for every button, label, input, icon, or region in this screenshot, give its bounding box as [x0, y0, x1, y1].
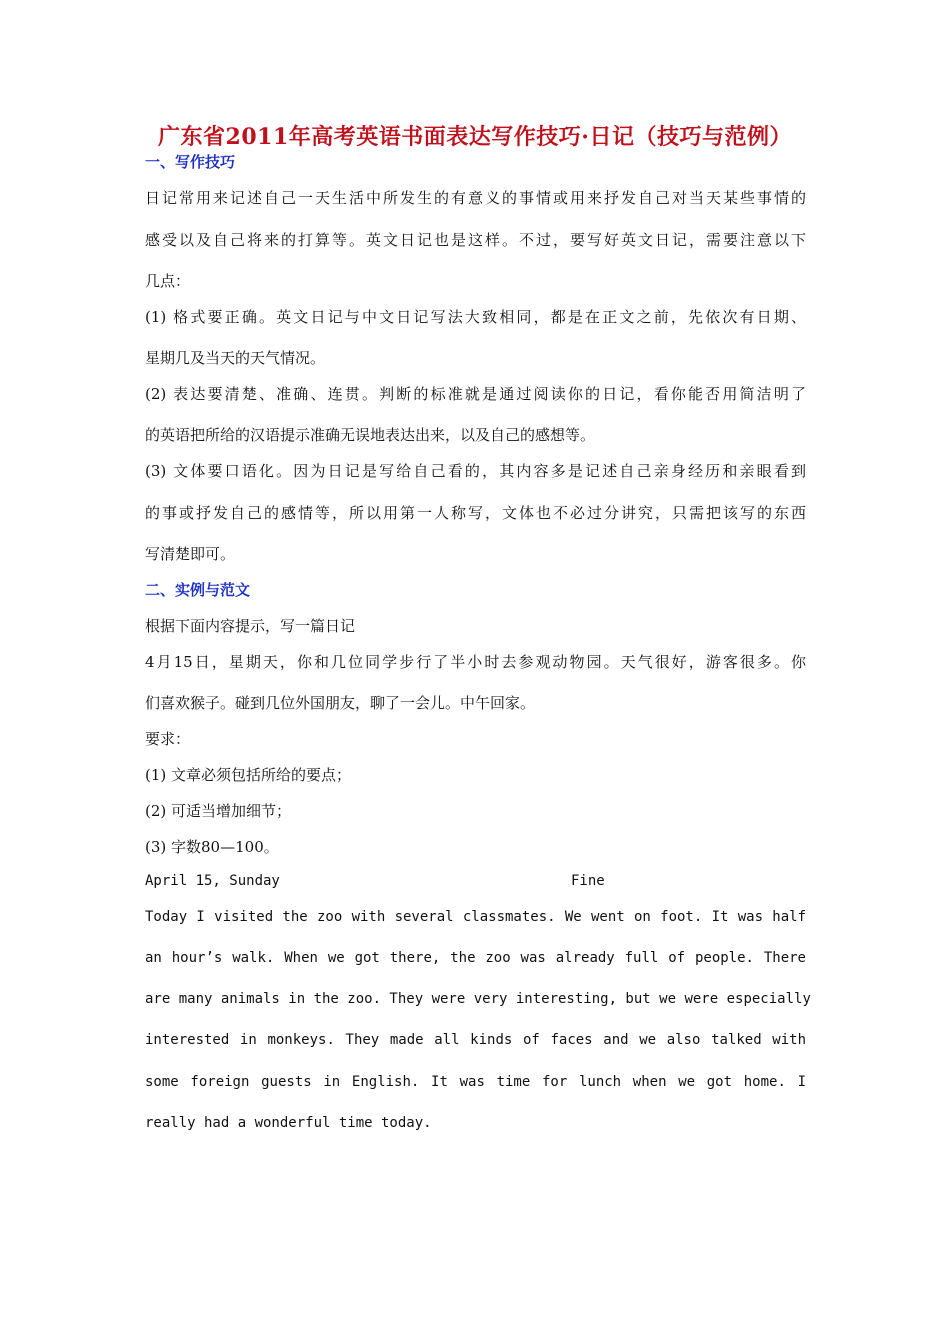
diary-line-6: really had a wonderful time today.	[145, 1115, 432, 1131]
diary-line-1: Today I visited the zoo with several classmates. We went on foot. It was half	[145, 909, 806, 925]
requirement-1: (1) 文章必须包括所给的要点；	[145, 766, 352, 784]
point-3-line-1: (3) 文体要口语化。因为日记是写给自己看的，其内容多是记述自己亲身经历和亲眼看到	[145, 462, 806, 480]
task-line-1: 4月15日，星期天，你和几位同学步行了半小时去参观动物园。天气很好，游客很多。你	[145, 653, 806, 671]
requirement-3: (3) 字数80—100。	[145, 838, 279, 856]
point-3-line-3: 写清楚即可。	[145, 545, 236, 563]
diary-line-5: some foreign guests in English. It was time for lunch when we got home. I	[145, 1074, 806, 1090]
requirement-2: (2) 可适当增加细节；	[145, 802, 292, 820]
point-1-line-1: (1) 格式要正确。英文日记与中文日记写法大致相同，都是在正文之前，先依次有日期、	[145, 308, 806, 326]
diary-line-3: are many animals in the zoo. They were very interesting, but we were especially	[145, 991, 811, 1007]
point-1-line-2: 星期几及当天的天气情况。	[145, 349, 326, 367]
task-prompt: 根据下面内容提示，写一篇日记	[145, 617, 356, 635]
section-heading-examples: 二、实例与范文	[145, 581, 251, 599]
diary-date: April 15, Sunday	[145, 873, 280, 889]
point-3-line-2: 的事或抒发自己的感情等，所以用第一人称写，文体也不必过分讲究，只需把该写的东西	[145, 504, 806, 522]
section-heading-writing-tips: 一、写作技巧	[145, 153, 236, 171]
point-2-line-1: (2) 表达要清楚、准确、连贯。判断的标准就是通过阅读你的日记，看你能否用简洁明了	[145, 385, 806, 403]
diary-line-4: interested in monkeys. They made all kinds of faces and we also talked with	[145, 1032, 806, 1048]
intro-line-2: 感受以及自己将来的打算等。英文日记也是这样。不过，要写好英文日记，需要注意以下	[145, 231, 806, 249]
diary-line-2: an hour’s walk. When we got there, the zoo was already full of people. There	[145, 950, 806, 966]
task-line-2: 们喜欢猴子。碰到几位外国朋友，聊了一会儿。中午回家。	[145, 694, 536, 712]
intro-line-3: 几点：	[145, 272, 191, 290]
requirements-label: 要求：	[145, 730, 191, 748]
point-2-line-2: 的英语把所给的汉语提示准确无误地表达出来，以及自己的感想等。	[145, 426, 596, 444]
diary-weather: Fine	[571, 873, 605, 889]
document-title: 广东省2011年高考英语书面表达写作技巧·日记（技巧与范例）	[158, 124, 792, 150]
intro-line-1: 日记常用来记述自己一天生活中所发生的有意义的事情或用来抒发自己对当天某些事情的	[145, 189, 806, 207]
